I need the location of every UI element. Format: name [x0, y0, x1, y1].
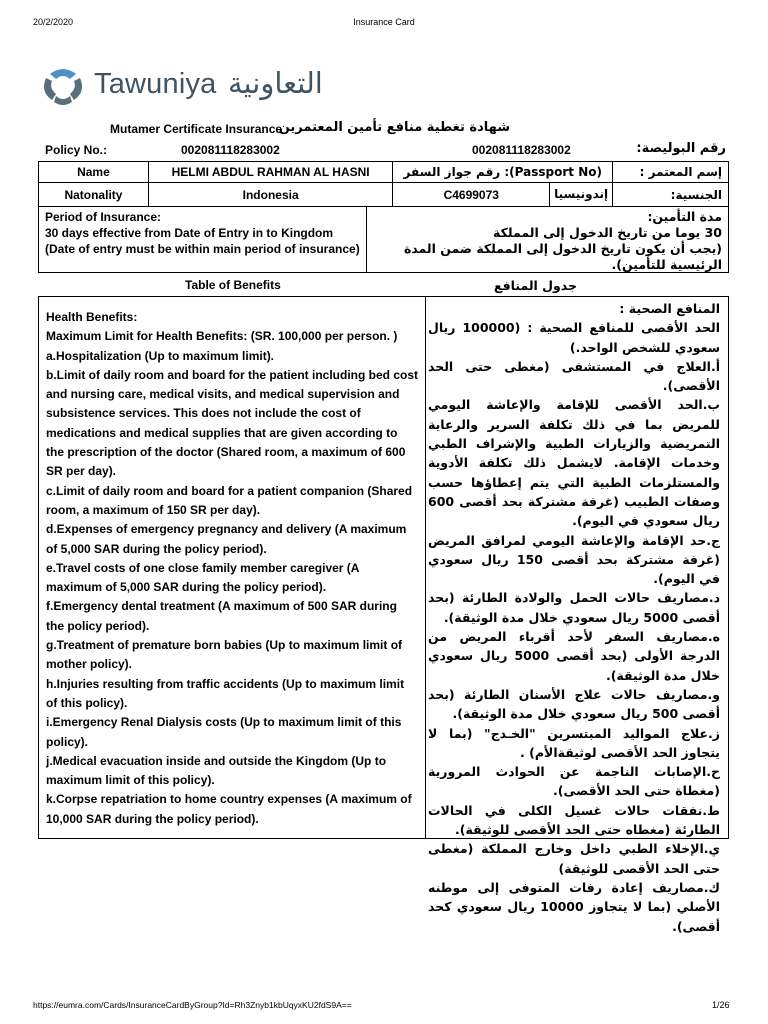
logo-text-ar: التعاونية — [228, 66, 323, 100]
benefit-item-en: j.Medical evacuation inside and outside the Kingdom (Up to maximum limit of this policy). — [46, 753, 387, 788]
period-line1-en: 30 days effective from Date of Entry in to Kingdom — [45, 226, 334, 240]
nationality-row — [39, 183, 729, 207]
benefit-item-en: e.Travel costs of one close family member caregiver (A maximum of 5,000 SAR during the policy period). — [46, 560, 360, 595]
benefit-item-ar: ب.الحد الأقصى للإقامة والإعاشة اليومي للمريض بما في ذلك تكلفة السرير والرعاية التمريضية والزيارات الطبية والإشراف الطبي وخدمات الإقامة. لايشمل ذلك تكلفة الأدوية والمستلزمات الطبية التي يتم إعطاؤها حسب وصفات الطبيب (غرفة مشتركة بحد أقصى 600 ريال سعودي في اليوم). — [428, 397, 720, 529]
table-of-benefits-title-ar: جدول المنافع — [493, 278, 577, 293]
tawuniya-logo-icon — [42, 66, 84, 106]
benefit-item-en: Maximum Limit for Health Benefits: (SR. 100,000 per person. ) — [46, 329, 398, 344]
name-value: HELMI ABDUL RAHMAN AL HASNI — [148, 162, 393, 183]
benefit-item-ar: أ.العلاج في المستشفى (مغطى حتى الحد الأقصى). — [428, 358, 720, 394]
benefit-item-en: k.Corpse repatriation to home country expenses (A maximum of 10,000 SAR during the policy period). — [46, 792, 412, 826]
passport-number: C4699073 — [443, 187, 499, 202]
policy-number: 002081118283002 — [181, 143, 280, 157]
benefits-table — [38, 296, 729, 934]
benefit-item-ar: ك.مصاريف إعادة رفات المتوفى إلى موطنه الأصلي (بما لا يتجاوز 10000 ريال سعودي كحد أقصى). — [428, 879, 720, 934]
policy-label-en: Policy No.: — [45, 143, 108, 157]
period-ar — [372, 209, 722, 273]
benefit-item-ar: الحد الأقصى للمنافع الصحية : (100000 ريال سعودي للشخص الواحد.) — [428, 320, 720, 355]
name-label-en: Name — [39, 162, 149, 183]
nationality-value-en: Indonesia — [148, 183, 393, 207]
benefit-item-ar: ز.علاج المواليد المبتسرين "الخـدج" (بما لا يتجاوز الحد الأقصى لوثيقةالأم) . — [428, 725, 720, 760]
nationality-label-en: Natonality — [39, 183, 149, 207]
benefits-ar — [428, 299, 720, 936]
benefit-item-ar: ه.مصاريف السفر لأحد أقرباء المريض من الدرجة الأولى (بحد أقصى 5000 ريال سعودي خلال مدة الوثيقة). — [428, 629, 720, 683]
benefit-item-en: Health Benefits: — [46, 310, 138, 324]
benefit-item-ar: د.مصاريف حالات الحمل والولادة الطارئة (بحد أقصى 5000 ريال سعودي خلال مدة الوثيقة). — [428, 590, 720, 625]
benefit-item-en: d.Expenses of emergency pregnancy and delivery (A maximum of 5,000 SAR during the policy period). — [46, 522, 407, 556]
period-divider — [366, 207, 367, 272]
benefit-item-en: a.Hospitalization (Up to maximum limit). — [46, 348, 275, 363]
benefit-item-ar: ط.نفقات حالات غسيل الكلى في الحالات الطارئة (مغطاه حتى الحد الأقصى للوثيقة). — [428, 802, 720, 838]
benefit-item-ar: المنافع الصحية : — [619, 301, 720, 316]
passport-label: (Passport No): رقم جواز السفر — [393, 162, 613, 183]
name-row — [39, 162, 729, 183]
print-date: 20/2/2020 — [33, 17, 74, 27]
policy-label-ar: رقم البوليصة: — [636, 141, 726, 156]
benefit-item-en: i.Emergency Renal Dialysis costs (Up to maximum limit of this policy). — [46, 715, 402, 749]
print-url-link[interactable]: https://eumra.com/Cards/InsuranceCardByGroup?Id=Rh3Znyb1kbUqyxKU2fdS9A== — [33, 1000, 352, 1010]
benefit-item-en: b.Limit of daily room and board for the patient including bed cost and nursing care, medical visits, and medical supervision and subsistence services. This does not include the cost of medications and medical supplies that are given according to the prescription of the doctor (Shared room, a maximum of 600 SR per day). — [46, 367, 419, 479]
benefit-item-en: g.Treatment of premature born babies (Up to maximum limit of mother policy). — [46, 638, 403, 672]
period-heading-ar: مدة التأمين: — [647, 209, 722, 224]
benefits-divider — [425, 297, 426, 838]
identity-table — [38, 161, 729, 207]
nationality-label-ar: الجنسية: — [613, 183, 729, 207]
benefit-item-en: f.Emergency dental treatment (A maximum of 500 SAR during the policy period). — [46, 599, 397, 633]
benefit-item-ar: ي.الإخلاء الطبي داخل وخارج المملكة (مغطى حتى الحد الأقصى للوثيقة) — [428, 841, 720, 876]
benefits-en — [46, 308, 418, 829]
name-label-ar: إسم المعتمر : — [613, 162, 729, 183]
benefit-item-ar: و.مصاريف حالات علاج الأسنان الطارئة (بحد أقصى 500 ريال سعودي خلال مدة الوثيقة). — [428, 686, 720, 722]
print-page-number: 1/26 — [712, 1000, 730, 1010]
period-line1-ar: 30 يوما من تاريخ الدخول إلى المملكة — [493, 225, 722, 240]
document-title-en: Mutamer Certificate Insurance — [110, 122, 283, 136]
policy-number-ar-side: 002081118283002 — [472, 143, 571, 157]
benefit-item-en: c.Limit of daily room and board for a patient companion (Shared room, a maximum of 150 SR per day). — [46, 483, 413, 517]
period-line2-en: (Date of entry must be within main period of insurance) — [45, 242, 360, 256]
period-of-insurance — [38, 206, 729, 273]
period-line2-ar: (يجب أن يكون تاريخ الدخول إلى المملكة ضمن المدة الرئيسية للتأمين). — [403, 241, 722, 272]
logo-text-en: Tawuniya — [94, 68, 217, 100]
period-en — [45, 209, 363, 257]
passport-cell — [393, 183, 613, 207]
period-heading-en: Period of Insurance: — [45, 210, 162, 224]
print-title: Insurance Card — [353, 17, 415, 27]
tawuniya-logo — [42, 66, 342, 110]
benefit-item-ar: ج.حد الإقامة والإعاشة اليومي لمرافق المريض (غرفة مشتركة بحد أقصى 150 ريال سعودي في اليوم). — [428, 532, 720, 587]
nationality-value-ar: إندونيسيا — [549, 183, 612, 206]
document-title-ar: شهادة تغطية منافع تأمين المعتمرين — [278, 120, 510, 135]
benefit-item-ar: ح.الإصابات الناجمة عن الحوادث المرورية (مغطاة حتى الحد الأقصى). — [428, 764, 720, 799]
benefit-item-en: h.Injuries resulting from traffic accidents (Up to maximum limit of this policy). — [46, 676, 405, 710]
table-of-benefits-title-en: Table of Benefits — [185, 278, 281, 292]
